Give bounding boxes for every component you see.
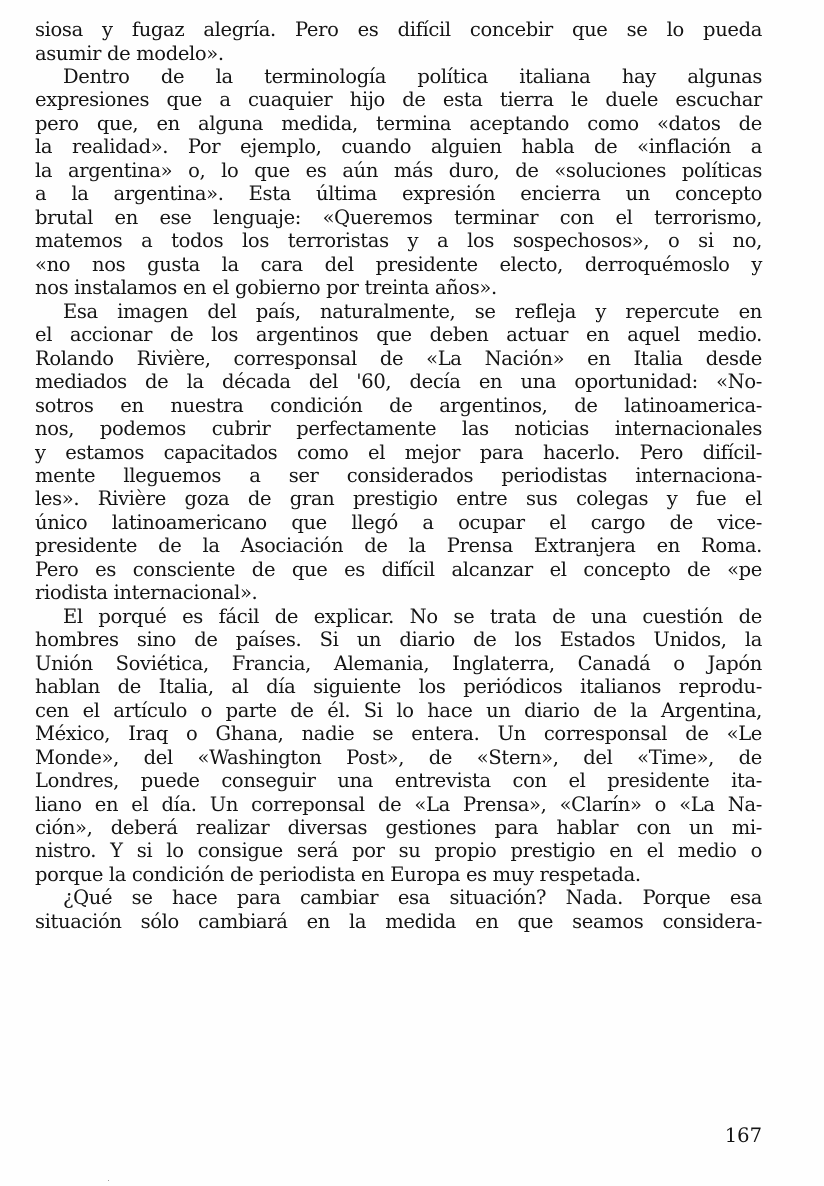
text-line: ción», deberá realizar diversas gestiones para hablar con un mi- (35, 816, 762, 839)
text-line: «no nos gusta la cara del presidente electo, derroquémoslo y (35, 252, 762, 276)
text-line: y estamos capacitados como el mejor para hacerlo. Pero difícil- (35, 440, 762, 464)
text-line: nistro. Y si lo consigue será por su propio prestigio en el medio o (35, 839, 762, 863)
text-line: el accionar de los argentinos que deben actuar en aquel medio. (35, 323, 762, 347)
text-line: mente lleguemos a ser considerados periodistas internaciona- (35, 463, 762, 487)
text-line: Unión Soviética, Francia, Alemania, Inglaterra, Canadá o Japón (35, 651, 762, 675)
text-line: Dentro de la terminología política italiana hay algunas (63, 64, 762, 88)
text-line: la realidad». Por ejemplo, cuando alguien habla de «inflación a (35, 135, 762, 159)
text-line: riodista internacional». (35, 581, 258, 605)
text-line: les». Rivière goza de gran prestigio entre sus colegas y fue el (35, 487, 762, 511)
text-line: Londres, puede conseguir una entrevista con el presidente ita- (35, 769, 762, 792)
text-line: matemos a todos los terroristas y a los sospechosos», o si no, (35, 229, 762, 253)
text-line: nos instalamos en el gobierno por treinta años». (35, 276, 497, 300)
page-number: 167 (724, 1124, 762, 1147)
text-line: hombres sino de países. Si un diario de los Estados Unidos, la (35, 628, 762, 652)
text-line: situación sólo cambiará en la medida en que seamos considera- (35, 909, 762, 933)
text-line: la argentina» o, lo que es aún más duro, de «soluciones políticas (35, 158, 762, 182)
text-line: brutal en ese lenguaje: «Queremos terminar con el terrorismo, (35, 205, 762, 229)
text-line: a la argentina». Esta última expresión encierra un concepto (35, 182, 762, 206)
text-line: Pero es consciente de que es difícil alcanzar el concepto de «pe (35, 557, 762, 581)
text-line: asumir de modelo». (35, 41, 224, 65)
text-line: El porqué es fácil de explicar. No se trata de una cuestión de (63, 604, 762, 628)
text-line: mediados de la década del '60, decía en una oportunidad: «No- (35, 370, 762, 393)
text-line: nos, podemos cubrir perfectamente las noticias internacionales (35, 417, 762, 440)
text-line: Monde», del «Washington Post», de «Stern», del «Time», de (35, 745, 762, 769)
text-line: Rolando Rivière, corresponsal de «La Nación» en Italia desde (35, 346, 762, 370)
text-line: pero que, en alguna medida, termina aceptando como «datos de (35, 111, 762, 135)
text-line: Esa imagen del país, naturalmente, se refleja y repercute en (63, 299, 762, 323)
scan-speck (108, 1180, 109, 1181)
text-line: ¿Qué se hace para cambiar esa situación? Nada. Porque esa (63, 886, 762, 910)
text-line: México, Iraq o Ghana, nadie se entera. Un corresponsal de «Le (35, 722, 762, 746)
text-line: hablan de Italia, al día siguiente los periódicos italianos reprodu- (35, 675, 762, 699)
text-line: liano en el día. Un correponsal de «La Prensa», «Clarín» o «La Na- (35, 792, 762, 816)
text-line: único latinoamericano que llegó a ocupar el cargo de vice- (35, 510, 762, 534)
text-line: porque la condición de periodista en Europa es muy respetada. (35, 862, 641, 886)
text-line: cen el artículo o parte de él. Si lo hace un diario de la Argentina, (35, 698, 762, 722)
text-line: presidente de la Asociación de la Prensa Extranjera en Roma. (35, 534, 762, 558)
text-line: expresiones que a cuaquier hijo de esta tierra le duele escuchar (35, 88, 762, 112)
text-line: sotros en nuestra condición de argentinos, de latinoamerica- (35, 393, 762, 417)
text-line: siosa y fugaz alegría. Pero es difícil concebir que se lo pueda (35, 18, 762, 41)
